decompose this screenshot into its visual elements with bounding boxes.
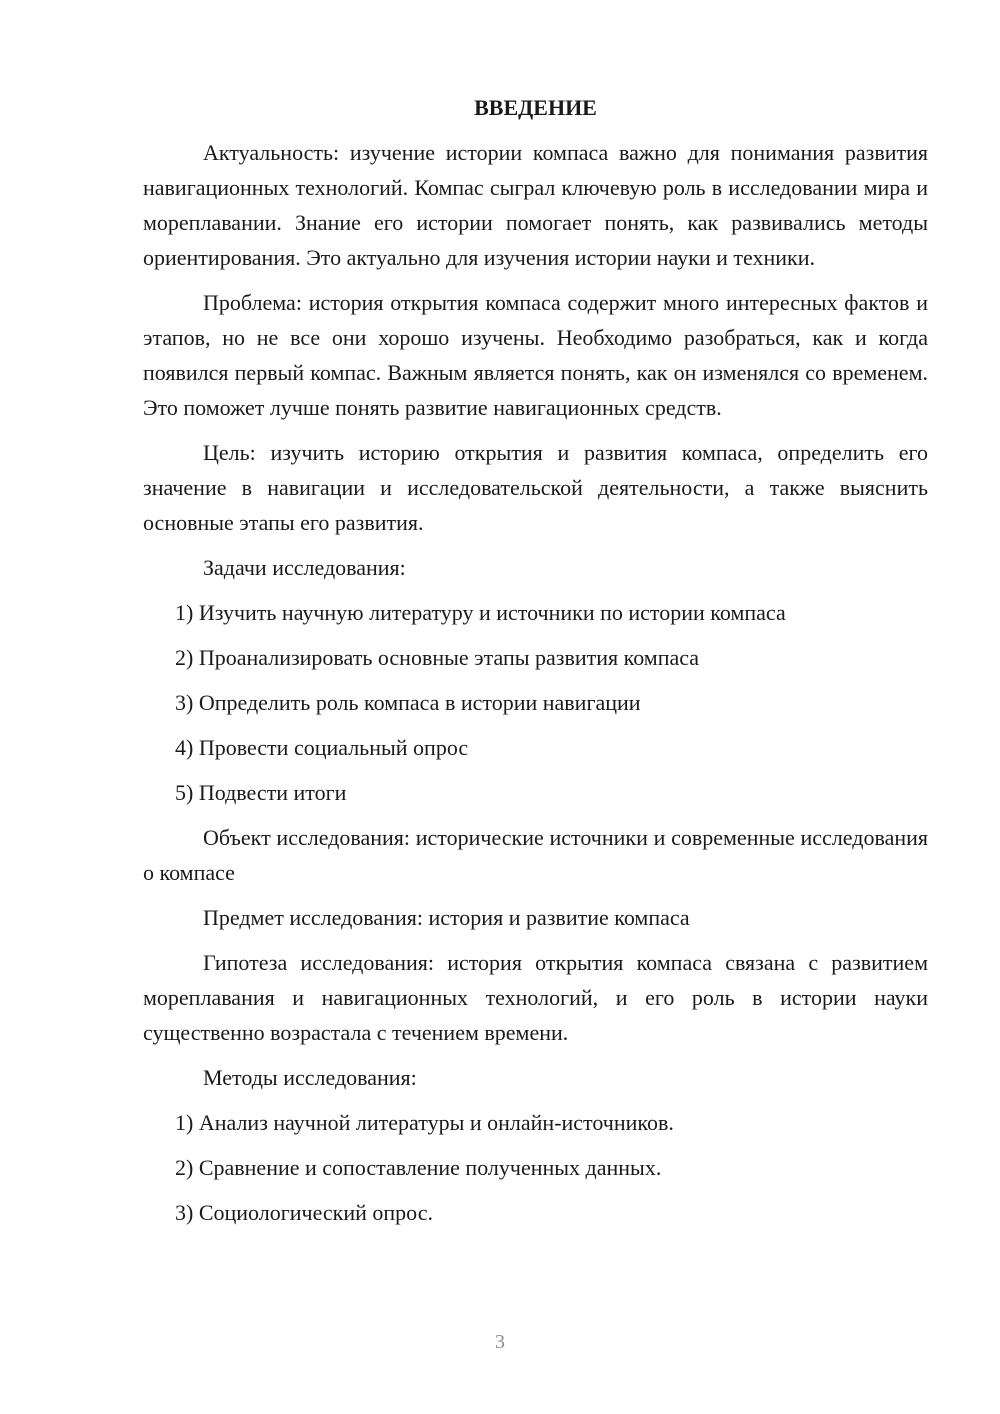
methods-list [143,1105,928,1230]
list-item: 5) Подвести итоги [175,780,347,805]
list-item: 4) Провести социальный опрос [175,735,469,760]
tasks-list [143,595,928,810]
methods-heading: Методы исследования: [203,1065,417,1090]
paragraph-goal: Цель: изучить историю открытия и развития компаса, определить его значение в навигации и исследовательской деятельности, а также выяснить основные этапы его развития. [143,440,928,535]
list-item: 2) Проанализировать основные этапы развития компаса [175,645,700,670]
paragraph-relevance: Актуальность: изучение истории компаса важно для понимания развития навигационных технологий. Компас сыграл ключевую роль в исследовании мира и мореплавании. Знание его истории помогает понять, как развивались методы ориентирования. Это актуально для изучения истории науки и техники. [143,140,928,270]
paragraph-problem: Проблема: история открытия компаса содержит много интересных фактов и этапов, но не все они хорошо изучены. Необходимо разобраться, как и когда появился первый компас. Важным является понять, как он изменялся со временем. Это поможет лучше понять развитие навигационных средств. [143,290,928,420]
tasks-heading: Задачи исследования: [203,555,406,580]
list-item: 1) Изучить научную литературу и источники по истории компаса [175,600,786,625]
list-item: 3) Социологический опрос. [175,1200,433,1225]
page-number: 3 [495,1331,505,1353]
paragraph-object: Объект исследования: исторические источники и современные исследования о компасе [143,825,928,885]
list-item: 1) Анализ научной литературы и онлайн-источников. [175,1110,674,1135]
paragraph-subject: Предмет исследования: история и развитие компаса [203,905,690,930]
document-page [143,90,928,1240]
page-title: ВВЕДЕНИЕ [474,95,597,120]
paragraph-hypothesis: Гипотеза исследования: история открытия компаса связана с развитием мореплавания и навигационных технологий, и его роль в истории науки существенно возрастала с течением времени. [143,950,928,1045]
list-item: 2) Сравнение и сопоставление полученных данных. [175,1155,662,1180]
list-item: 3) Определить роль компаса в истории навигации [175,690,641,715]
